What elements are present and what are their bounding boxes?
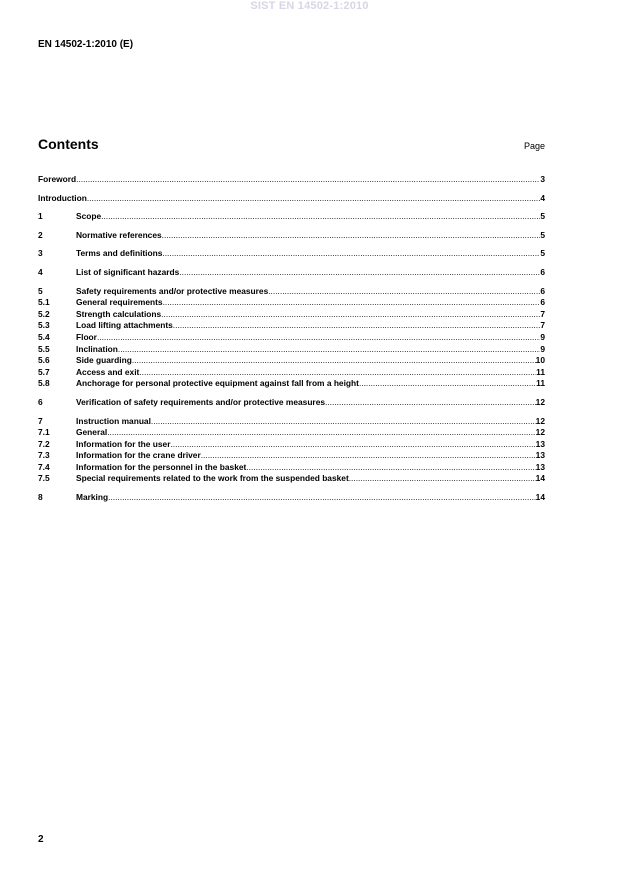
toc-entry-title: Terms and definitions: [76, 248, 163, 259]
toc-entry-page: 14: [535, 473, 545, 484]
toc-entry-title: Access and exit: [76, 366, 140, 377]
toc-entry-title: Information for the personnel in the basket: [76, 461, 247, 472]
contents-title: Contents: [38, 136, 99, 152]
toc-entry-page: 5: [540, 248, 545, 259]
toc-entry-number: 7.3: [38, 450, 50, 461]
toc-entry-page: 12: [535, 427, 545, 438]
toc-entry-page: 5: [540, 211, 545, 222]
toc-entry-title: General: [76, 427, 108, 438]
toc-entry-number: 5.2: [38, 308, 50, 319]
toc-entry[interactable]: [38, 416, 545, 428]
toc-entry-title: Information for the user: [76, 438, 171, 449]
toc-dot-leader: [107, 427, 535, 439]
toc-entry-title: Instruction manual: [76, 415, 151, 426]
toc-entry-number: 5.3: [38, 320, 50, 331]
toc-dot-leader: [132, 355, 536, 367]
toc-entry[interactable]: [38, 297, 545, 309]
toc-entry-number: 5.4: [38, 331, 50, 342]
toc-entry-number: 7.4: [38, 461, 50, 472]
toc-entry[interactable]: [38, 427, 545, 439]
toc-entry-page: 7: [540, 308, 545, 319]
toc-entry-title: List of significant hazards: [76, 266, 180, 277]
toc-dot-leader: [170, 439, 535, 451]
toc-dot-leader: [76, 174, 540, 186]
toc-entry-title: Side guarding: [76, 355, 132, 366]
toc-dot-leader: [162, 230, 541, 242]
toc-dot-leader: [108, 492, 536, 504]
toc-dot-leader: [349, 473, 536, 485]
toc-entry-title: Anchorage for personal protective equipment against fall from a height: [76, 378, 359, 389]
toc-entry-number: 7.5: [38, 473, 50, 484]
toc-entry[interactable]: [38, 344, 545, 356]
toc-entry-title: Inclination: [76, 343, 118, 354]
page-column-label: Page: [523, 141, 545, 151]
toc-dot-leader: [325, 397, 536, 409]
toc-entry[interactable]: [38, 248, 545, 260]
toc-entry-title: Scope: [76, 211, 102, 222]
toc-entry-page: 14: [535, 492, 545, 503]
toc-entry-page: 9: [540, 343, 545, 354]
toc-entry-number: 8: [38, 492, 43, 503]
toc-entry-title: Load lifting attachments: [76, 320, 173, 331]
toc-entry-title: Foreword: [38, 174, 77, 184]
toc-entry-title: Marking: [76, 492, 109, 503]
toc-entry-title: Introduction: [38, 192, 87, 203]
toc-entry[interactable]: [38, 492, 545, 504]
toc-dot-leader: [151, 416, 536, 428]
toc-dot-leader: [163, 297, 541, 309]
toc-entry[interactable]: [38, 355, 545, 367]
toc-entry[interactable]: [38, 367, 545, 379]
toc-entry-number: 5.1: [38, 297, 50, 308]
toc-dot-leader: [201, 450, 536, 462]
toc-dot-leader: [161, 309, 540, 321]
page-number: 2: [38, 834, 44, 845]
document-id: EN 14502-1:2010 (E): [38, 39, 134, 50]
toc-entry-page: 6: [540, 285, 545, 296]
toc-entry[interactable]: [38, 378, 545, 390]
toc-dot-leader: [268, 286, 540, 298]
toc-dot-leader: [97, 332, 540, 344]
toc-dot-leader: [101, 211, 540, 223]
toc-entry-number: 1: [38, 211, 43, 222]
toc-entry-title: Normative references: [76, 229, 162, 240]
toc-entry-title: Special requirements related to the work from the suspended basket: [76, 473, 349, 484]
toc-entry-page: 13: [535, 450, 545, 461]
toc-entry-page: 11: [536, 378, 545, 389]
toc-entry[interactable]: [38, 473, 545, 485]
toc-dot-leader: [139, 367, 536, 379]
toc-entry-number: 5.5: [38, 343, 50, 354]
toc-entry[interactable]: [38, 267, 545, 279]
toc-entry-page: 13: [535, 461, 545, 472]
toc-dot-leader: [179, 267, 540, 279]
toc-entry-page: 12: [535, 415, 545, 426]
toc-entry-page: 12: [535, 396, 545, 407]
toc-entry-page: 7: [540, 320, 545, 331]
toc-entry-number: 5.8: [38, 378, 50, 389]
toc-entry-page: 3: [540, 174, 545, 184]
toc-entry-page: 5: [540, 229, 545, 240]
toc-entry[interactable]: [38, 320, 545, 332]
toc-entry-number: 2: [38, 229, 43, 240]
toc-entry[interactable]: [38, 309, 545, 321]
toc-entry-title: Information for the crane driver: [76, 450, 201, 461]
toc-entry-number: 5.6: [38, 355, 50, 366]
toc-entry[interactable]: [38, 397, 545, 409]
watermark: SIST EN 14502-1:2010: [250, 0, 369, 12]
toc-entry[interactable]: [38, 450, 545, 462]
toc-entry-title: Strength calculations: [76, 308, 162, 319]
toc-entry-page: 4: [540, 192, 545, 203]
toc-entry[interactable]: [38, 174, 545, 186]
toc-entry-number: 6: [38, 396, 43, 407]
toc-dot-leader: [118, 344, 540, 356]
toc-entry[interactable]: [38, 193, 545, 205]
toc-entry-number: 3: [38, 248, 43, 259]
toc-entry-page: 6: [540, 266, 545, 277]
toc-entry-page: 13: [535, 438, 545, 449]
toc-entry[interactable]: [38, 286, 545, 298]
toc-entry[interactable]: [38, 211, 545, 223]
toc-dot-leader: [359, 378, 536, 390]
toc-entry-number: 7.2: [38, 438, 50, 449]
toc-entry-title: Floor: [76, 331, 97, 342]
toc-dot-leader: [87, 193, 540, 205]
toc-dot-leader: [246, 462, 535, 474]
toc-entry[interactable]: [38, 230, 545, 242]
toc-entry-number: 7.1: [38, 427, 50, 438]
toc-entry[interactable]: [38, 462, 545, 474]
toc-entry-page: 6: [540, 297, 545, 308]
toc-entry-number: 7: [38, 415, 43, 426]
toc-entry-number: 5: [38, 285, 43, 296]
toc-entry-number: 4: [38, 266, 43, 277]
toc-entry-page: 9: [540, 331, 545, 342]
toc-entry-title: Safety requirements and/or protective measures: [76, 285, 269, 296]
toc-entry[interactable]: [38, 439, 545, 451]
toc-entry-title: General requirements: [76, 297, 163, 308]
toc-dot-leader: [173, 320, 541, 332]
table-of-contents: [38, 174, 545, 504]
toc-entry-page: 11: [536, 366, 545, 377]
toc-dot-leader: [162, 248, 540, 260]
toc-entry-number: 5.7: [38, 366, 50, 377]
toc-entry-title: Verification of safety requirements and/or protective measures: [76, 396, 326, 407]
toc-entry-page: 10: [535, 355, 545, 366]
toc-entry[interactable]: [38, 332, 545, 344]
